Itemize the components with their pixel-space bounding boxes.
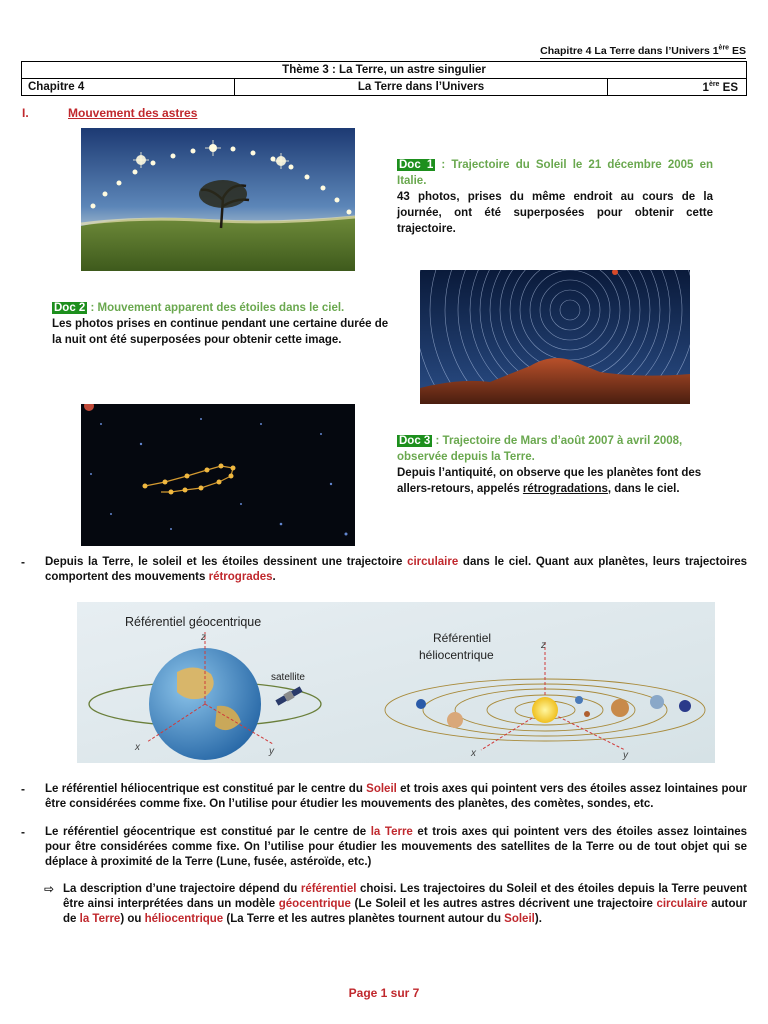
mars-trajectory-photo	[81, 404, 355, 546]
helio-label-2: héliocentrique	[419, 648, 494, 662]
chapter-cell: Chapitre 4	[22, 79, 235, 96]
doc3-tag: Doc 3	[399, 435, 431, 447]
doc2-caption: : Mouvement apparent des étoiles dans le ciel.	[87, 302, 345, 314]
satellite-label: satellite	[271, 672, 305, 683]
doc3-body: Depuis l’antiquité, on observe que les planètes font des allers-retours, appelés rétrogradations, dans le ciel.	[397, 467, 702, 495]
doc2-text	[52, 300, 392, 348]
doc1-tag: Doc 1	[399, 159, 434, 171]
geo-axis-x: x	[135, 742, 140, 753]
helio-label-1: Référentiel	[433, 631, 492, 645]
doc3-caption: : Trajectoire de Mars d’août 2007 à avril 2008, observée depuis la Terre.	[397, 435, 683, 463]
section-number: I.	[22, 106, 29, 120]
geo-axis-y: y	[269, 746, 274, 757]
doc3-text	[397, 433, 717, 497]
star-trails-photo	[420, 270, 690, 404]
para2: Le référentiel héliocentrique est constitué par le centre du Soleil et trois axes qui pointent vers des étoiles assez lointaines pour être considérées comme fixe. On l’utilise pour étudier les mouvements des planètes, des comètes, sondes, etc.	[45, 783, 748, 810]
doc2-body: Les photos prises en continue pendant une certaine durée de la nuit ont été superposées pour obtenir cette image.	[52, 318, 389, 346]
reference-frames-figure	[77, 602, 715, 763]
geo-axis-z: z	[201, 632, 206, 643]
header-table	[21, 61, 747, 96]
helio-axis-x: x	[471, 748, 476, 759]
retrogradations-term: rétrogradations	[522, 483, 608, 495]
section-heading	[22, 106, 197, 120]
page-number: Page 1 sur 7	[348, 986, 420, 1000]
para1: Depuis la Terre, le soleil et les étoiles dessinent une trajectoire circulaire dans le ciel. Quant aux planètes, leurs trajectoires comportent des mouvements rétrogrades.	[45, 556, 747, 583]
doc1-text	[397, 157, 713, 237]
para1-bullet: -	[21, 555, 25, 569]
geo-label: Référentiel géocentrique	[125, 615, 262, 629]
helio-axis-y: y	[623, 750, 628, 761]
para2-bullet: -	[21, 782, 25, 796]
chapter-title-cell: La Terre dans l’Univers	[235, 79, 608, 96]
para3: Le référentiel géocentrique est constitué par le centre de la Terre et trois axes qui pointent vers des étoiles assez lointaines pour être considérées comme fixe. On l’utilise pour étudier les mouvements des satellites de la Terre ou de tout objet qui se déplace à proximité de la Terre (Lune, fusée, astéroïde, etc.)	[45, 826, 748, 868]
doc1-body: 43 photos, prises du même endroit au cours de la journée, ont été superposées pour obtenir cette trajectoire.	[397, 191, 713, 235]
para4: La description d’une trajectoire dépend du référentiel choisi. Les trajectoires du Soleil et des étoiles depuis la Terre peuvent être ainsi interprétées dans un modèle géocentrique (Le Soleil et les autres astres décrivent une trajectoire circulaire autour de la Terre) ou héliocentrique (La Terre et les autres planètes tournent autour du Soleil).	[63, 883, 747, 925]
doc1-caption: : Trajectoire du Soleil le 21 décembre 2005 en Italie.	[397, 159, 713, 187]
helio-axis-z: z	[541, 640, 546, 651]
sun-trajectory-photo	[81, 128, 355, 271]
running-header: Chapitre 4 La Terre dans l’Univers 1ère ES	[540, 44, 746, 57]
doc2-tag: Doc 2	[54, 302, 86, 314]
section-title: Mouvement des astres	[68, 106, 198, 120]
theme-cell: Thème 3 : La Terre, un astre singulier	[22, 62, 747, 79]
para3-bullet: -	[21, 825, 25, 839]
level-cell: 1ère ES	[608, 79, 747, 96]
para4-arrow: ⇨	[44, 882, 55, 896]
